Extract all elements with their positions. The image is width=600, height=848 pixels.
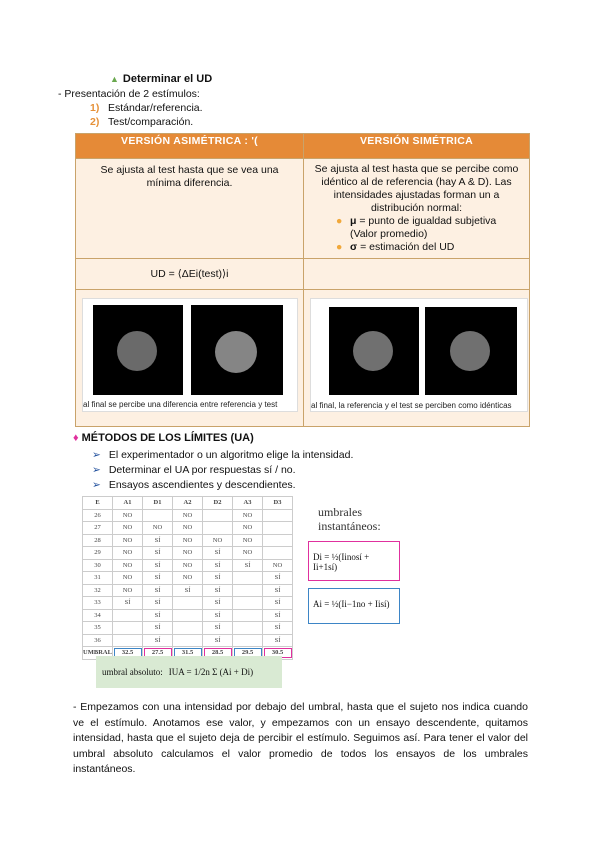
- table-cell: 29: [83, 547, 113, 560]
- caption-symmetric: al final, la referencia y el test se perciben como idénticas: [311, 401, 512, 410]
- table-cell: SÍ: [143, 547, 173, 560]
- table-cell: NO: [173, 534, 203, 547]
- table-header: A2: [173, 497, 203, 510]
- table-cell: SÍ: [143, 597, 173, 610]
- table-cell: NO: [203, 534, 233, 547]
- symmetric-image-cell: [304, 290, 530, 427]
- table-cell: SÍ: [143, 572, 173, 585]
- explanation-paragraph: - Empezamos con una intensidad por debajo del umbral, hasta que el sujeto nos indica cuando ve el estímulo. Anotamos ese valor, y empezamos con un ensayo descendente, quitamos intensidad, hasta que el sujeto deja de percibir el estímulo. Seguimos así. Para tener el valor del umbral absoluto calculamos el valor promedio de todos los ensayos de los umbrales instantáneos.: [73, 701, 528, 775]
- instant-thresholds-label: umbrales instantáneos:: [318, 505, 381, 533]
- header-symmetric: VERSIÓN SIMÉTRICA: [304, 134, 530, 159]
- table-row: [83, 584, 293, 597]
- list-item: 1) Estándar/referencia.: [90, 102, 203, 114]
- threshold-d3: 30.5: [263, 647, 293, 660]
- table-cell: [203, 509, 233, 522]
- table-cell: SÍ: [203, 547, 233, 560]
- table-header: D1: [143, 497, 173, 510]
- table-cell: [233, 622, 263, 635]
- table-cell: [203, 522, 233, 535]
- table-cell: 32: [83, 584, 113, 597]
- table-cell: 26: [83, 509, 113, 522]
- table-cell: 33: [83, 597, 113, 610]
- ud-formula: UD = ⟨ΔEi(test)⟩i: [76, 259, 304, 290]
- table-cell: NO: [173, 559, 203, 572]
- threshold-a1: 32.5: [113, 647, 143, 660]
- threshold-d1: 27.5: [143, 647, 173, 660]
- table-cell: NO: [113, 584, 143, 597]
- table-cell: [113, 609, 143, 622]
- arrow-right-icon: ➢: [92, 479, 101, 491]
- arrow-right-icon: ➢: [92, 449, 101, 461]
- table-cell: SÍ: [203, 634, 233, 647]
- table-cell: 34: [83, 609, 113, 622]
- table-cell: NO: [113, 509, 143, 522]
- formula-descending: Di = ½(Iinosí + Ii+1sí): [308, 541, 400, 581]
- list-item: 2) Test/comparación.: [90, 116, 194, 128]
- table-row: [83, 609, 293, 622]
- table-cell: SÍ: [143, 559, 173, 572]
- asymmetric-figure: [82, 298, 298, 412]
- bullet-dot-icon: ●: [336, 215, 343, 227]
- table-cell: SÍ: [203, 609, 233, 622]
- symmetric-description: Se ajusta al test hasta que se percibe como idéntico al de referencia (hay A & D). Las intensidades ajustadas forman un a distribución normal:: [314, 163, 519, 214]
- table-cell: NO: [233, 522, 263, 535]
- table-cell: NO: [113, 559, 143, 572]
- table-cell: [113, 634, 143, 647]
- test-circle: [215, 331, 257, 373]
- table-cell: NO: [113, 572, 143, 585]
- table-cell: [233, 597, 263, 610]
- symmetric-description-cell: [304, 159, 530, 259]
- table-header: D2: [203, 497, 233, 510]
- symmetric-bullets: [310, 215, 523, 254]
- table-cell: SÍ: [263, 634, 293, 647]
- limits-table: [82, 496, 293, 660]
- table-cell: [173, 622, 203, 635]
- table-header: D3: [263, 497, 293, 510]
- table-row: [83, 547, 293, 560]
- table-row: [83, 509, 293, 522]
- table-cell: [233, 572, 263, 585]
- table-cell: [233, 609, 263, 622]
- table-cell: 35: [83, 622, 113, 635]
- table-header: E: [83, 497, 113, 510]
- table-cell: [173, 609, 203, 622]
- absolute-threshold-box: [96, 656, 282, 688]
- table-row: [83, 534, 293, 547]
- header-asymmetric: VERSIÓN ASIMÉTRICA : '(: [76, 134, 304, 159]
- table-cell: [263, 522, 293, 535]
- table-cell: SÍ: [203, 584, 233, 597]
- table-cell: [143, 509, 173, 522]
- threshold-a3: 29.5: [233, 647, 263, 660]
- table-cell: SÍ: [143, 634, 173, 647]
- table-header: A1: [113, 497, 143, 510]
- bullet-mu: ● μ = punto de igualdad subjetiva (Valor promedio): [336, 215, 497, 240]
- table-cell: SÍ: [143, 609, 173, 622]
- threshold-a2: 31.5: [173, 647, 203, 660]
- table-cell: [263, 547, 293, 560]
- list-item: ➢ El experimentador o un algoritmo elige la intensidad.: [92, 449, 354, 461]
- comparison-table: [75, 133, 530, 427]
- table-footer-label: UMBRAL: [83, 647, 113, 660]
- asymmetric-image-cell: [76, 290, 304, 427]
- table-cell: SÍ: [263, 622, 293, 635]
- table-cell: SÍ: [143, 622, 173, 635]
- table-cell: [233, 584, 263, 597]
- table-cell: 31: [83, 572, 113, 585]
- table-cell: SÍ: [203, 622, 233, 635]
- table-cell: [173, 634, 203, 647]
- test-square: [191, 305, 283, 395]
- table-cell: SÍ: [233, 559, 263, 572]
- test-circle: [450, 331, 490, 371]
- table-cell: SÍ: [263, 584, 293, 597]
- table-cell: SÍ: [203, 559, 233, 572]
- table-cell: [263, 534, 293, 547]
- table-cell: 36: [83, 634, 113, 647]
- table-cell: NO: [143, 522, 173, 535]
- table-cell: NO: [263, 559, 293, 572]
- formula-ascending: Ai = ½(Ii−1no + Iisí): [308, 588, 400, 624]
- table-cell: NO: [233, 534, 263, 547]
- reference-circle: [353, 331, 393, 371]
- table-cell: SÍ: [203, 597, 233, 610]
- table-cell: SÍ: [113, 597, 143, 610]
- table-row: [83, 634, 293, 647]
- bullet-dot-icon: ●: [336, 241, 343, 253]
- table-cell: 27: [83, 522, 113, 535]
- table-cell: NO: [113, 522, 143, 535]
- list-item: ➢ Ensayos ascendientes y descendientes.: [92, 479, 296, 491]
- reference-circle: [117, 331, 157, 371]
- empty-cell: [304, 259, 530, 290]
- table-cell: NO: [113, 547, 143, 560]
- table-cell: [263, 509, 293, 522]
- table-cell: SÍ: [263, 609, 293, 622]
- table-cell: 30: [83, 559, 113, 572]
- table-cell: NO: [233, 509, 263, 522]
- absolute-threshold-label: umbral absoluto:: [102, 667, 163, 677]
- table-cell: NO: [113, 534, 143, 547]
- asymmetric-description: Se ajusta al test hasta que se vea una mínima diferencia.: [76, 159, 304, 259]
- table-cell: 28: [83, 534, 113, 547]
- table-row: [83, 622, 293, 635]
- table-cell: NO: [173, 547, 203, 560]
- triangle-icon: ▲: [110, 74, 119, 84]
- table-row: [83, 559, 293, 572]
- table-cell: SÍ: [143, 584, 173, 597]
- list-item: ➢ Determinar el UA por respuestas sí / no.: [92, 464, 296, 476]
- test-square: [425, 307, 517, 395]
- table-cell: SÍ: [173, 584, 203, 597]
- arrow-right-icon: ➢: [92, 464, 101, 476]
- table-cell: SÍ: [263, 572, 293, 585]
- table-header: A3: [233, 497, 263, 510]
- intro-line: - Presentación de 2 estímulos:: [58, 88, 200, 100]
- caption-asymmetric: al final se percibe una diferencia entre referencia y test: [83, 400, 278, 409]
- table-body: [83, 509, 293, 647]
- table-cell: SÍ: [203, 572, 233, 585]
- reference-square: [93, 305, 183, 395]
- table-cell: [113, 622, 143, 635]
- bullet-sigma: ● σ = estimación del UD: [336, 241, 455, 253]
- table-cell: [233, 634, 263, 647]
- table-cell: NO: [173, 509, 203, 522]
- table-cell: NO: [173, 572, 203, 585]
- table-cell: [173, 597, 203, 610]
- table-row: [83, 597, 293, 610]
- table-row: [83, 572, 293, 585]
- diamond-icon: ♦: [73, 432, 79, 444]
- absolute-threshold-formula: IUA = 1/2n Σ (Ai + Di): [168, 667, 254, 677]
- table-row: [83, 522, 293, 535]
- table-cell: SÍ: [263, 597, 293, 610]
- threshold-d2: 28.5: [203, 647, 233, 660]
- table-cell: SÍ: [143, 534, 173, 547]
- table-cell: NO: [233, 547, 263, 560]
- section-title-ud: ▲ Determinar el UD: [110, 73, 213, 85]
- section-title-ua: ♦ MÉTODOS DE LOS LÍMITES (UA): [73, 432, 254, 444]
- table-cell: NO: [173, 522, 203, 535]
- symmetric-figure: [310, 298, 528, 412]
- reference-square: [329, 307, 419, 395]
